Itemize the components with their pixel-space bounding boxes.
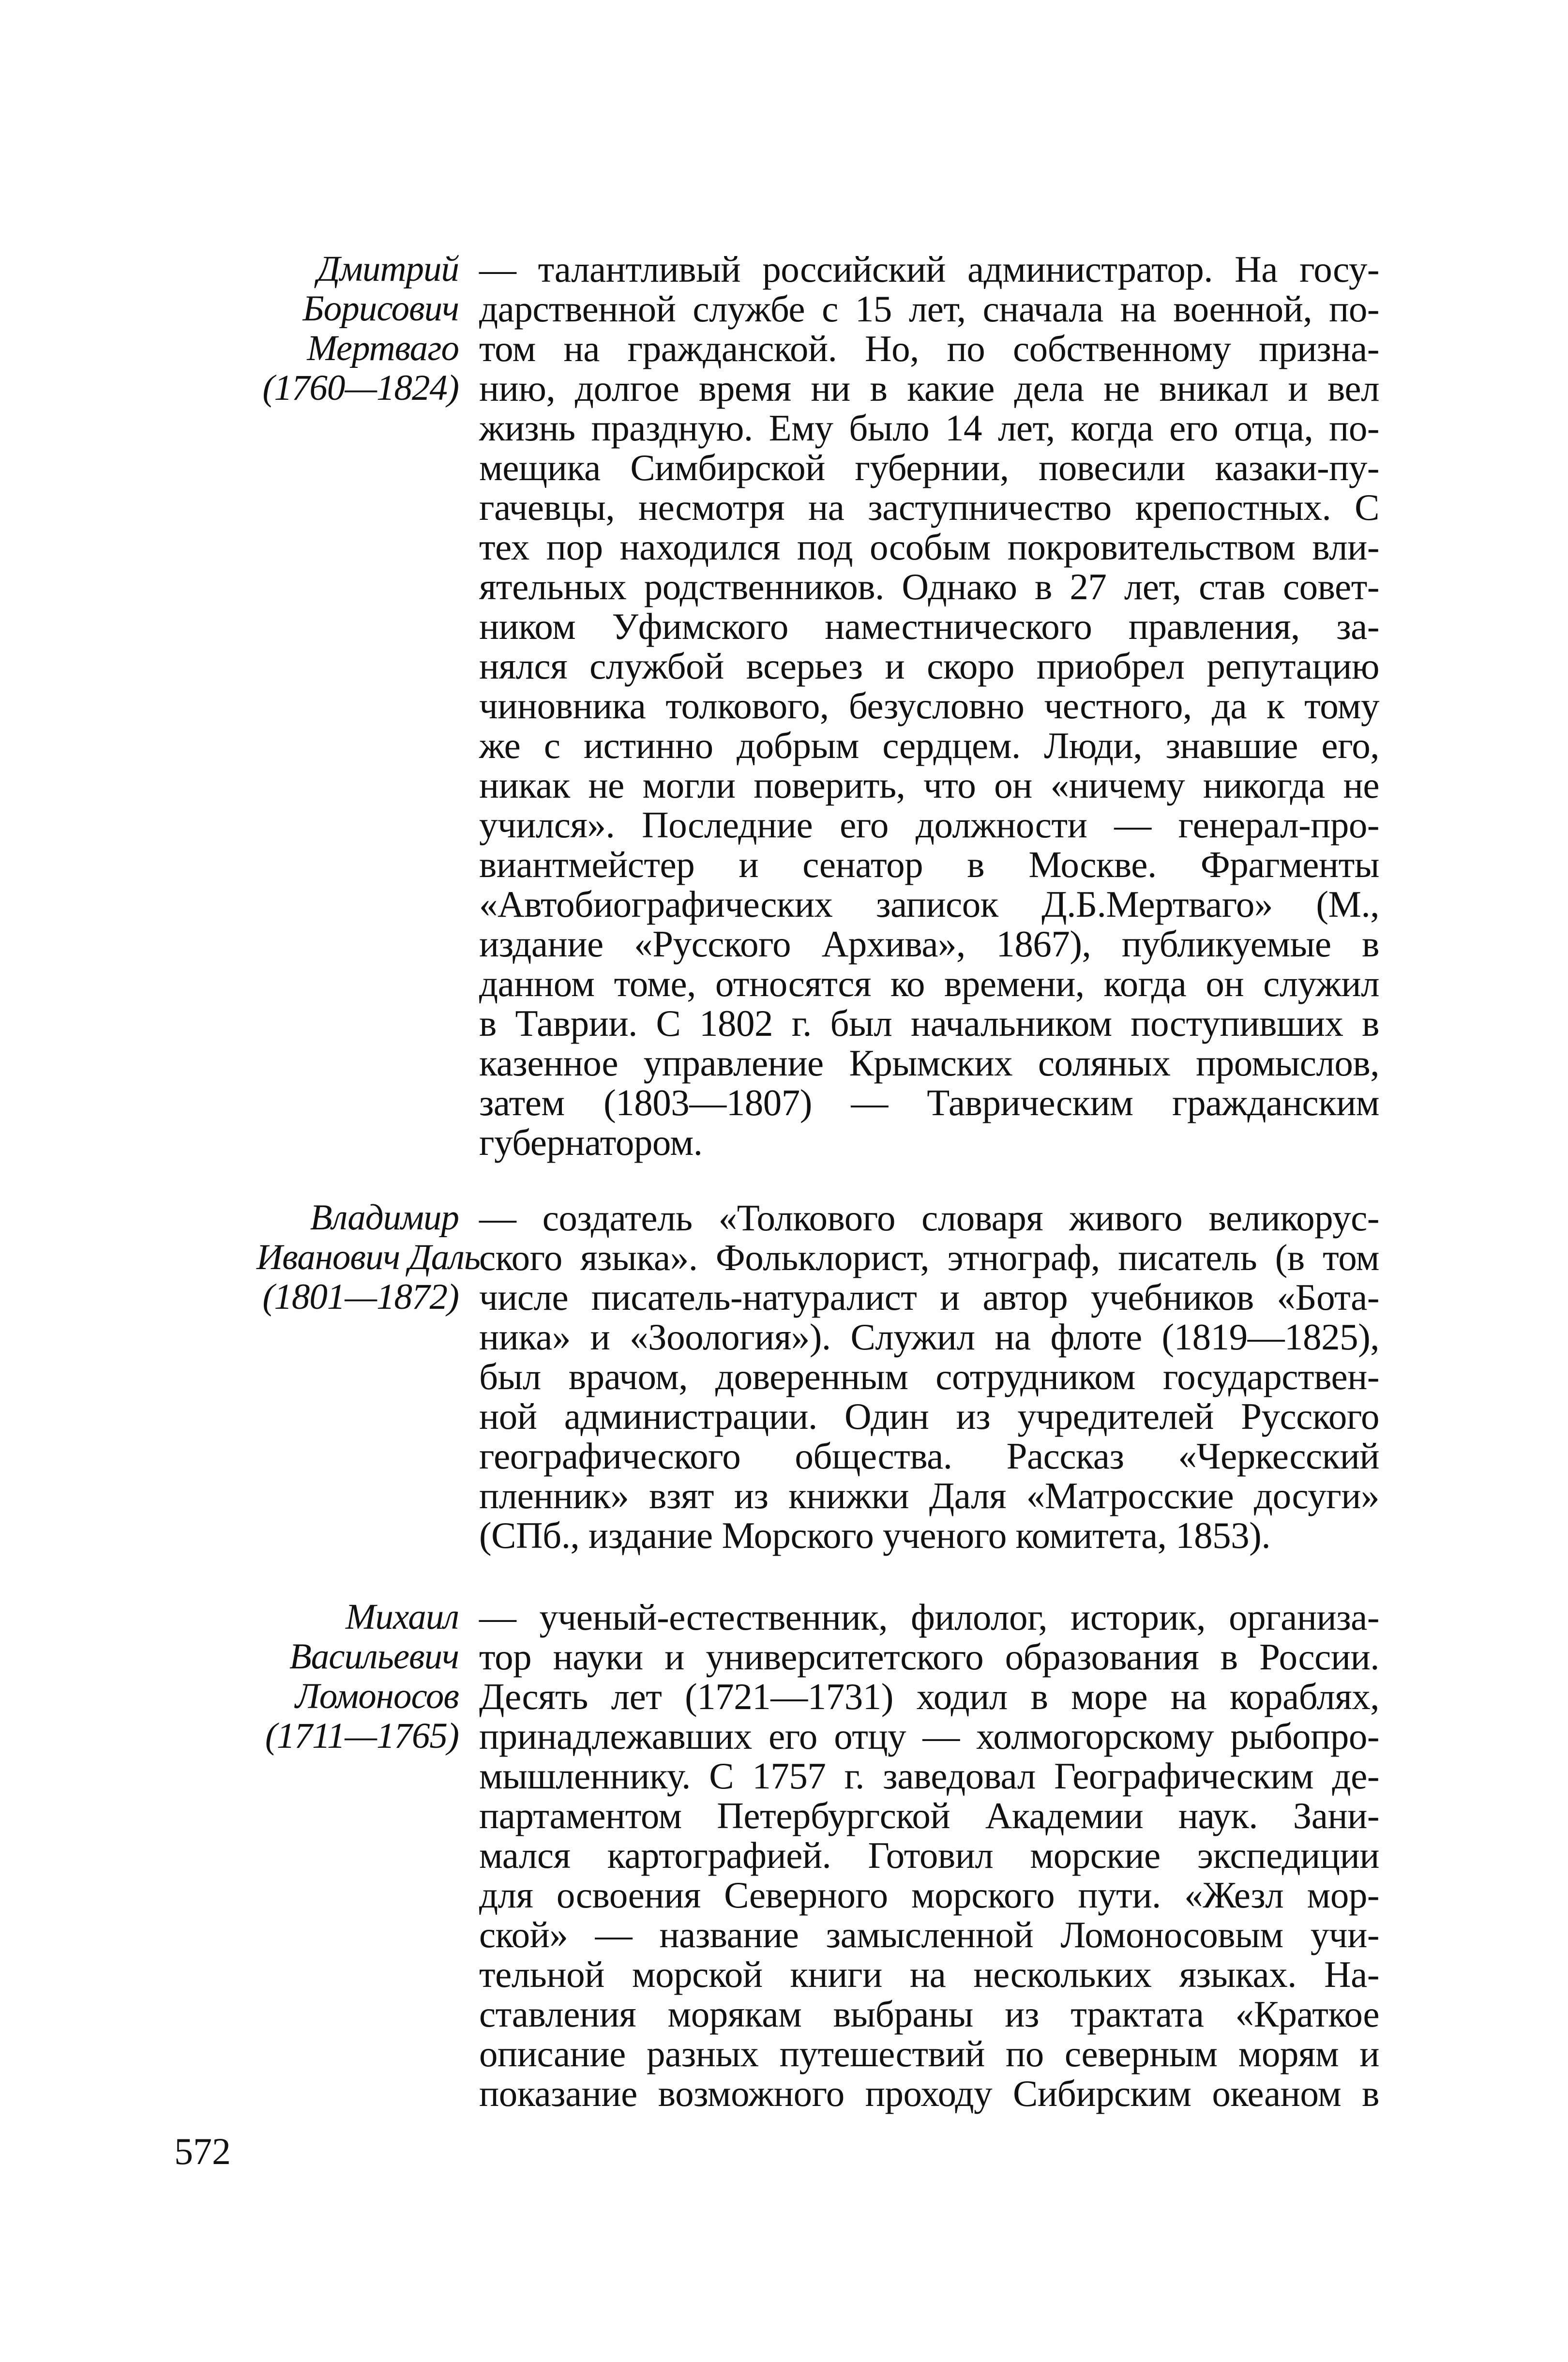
biography-text <box>479 1198 1379 1555</box>
text-line: виантмейстер и сенатор в Москве. Фрагменты <box>479 844 1379 885</box>
name-line: Борисович <box>302 288 459 329</box>
text-line: — талантливый российский администратор. На госу- <box>479 248 1379 290</box>
text-line: тех пор находился под особым покровительством вли- <box>479 526 1379 568</box>
person-name-block <box>256 1197 481 1317</box>
text-line: мещика Симбирской губернии, повесили казаки-пу- <box>479 447 1379 488</box>
life-dates: (1760—1824) <box>262 368 459 408</box>
life-dates: (1801—1872) <box>262 1277 459 1317</box>
page-number: 572 <box>174 2130 231 2172</box>
text-line: — ученый-естественник, филолог, историк, организа- <box>479 1596 1379 1638</box>
text-line: том на гражданской. Но, по собственному призна- <box>479 328 1379 369</box>
text-line: тор науки и университетского образования в России. <box>479 1636 1379 1678</box>
person-name-block <box>256 1597 459 1756</box>
person-name-block <box>256 249 459 408</box>
text-line: данном томе, относятся ко времени, когда он служил <box>479 963 1379 1004</box>
text-line: географического общества. Рассказ «Черкесский <box>479 1435 1379 1477</box>
text-line: же с истинно добрым сердцем. Люди, знавшие его, <box>479 725 1379 766</box>
text-line: пленник» взят из книжки Даля «Матросские досуги» <box>479 1475 1379 1516</box>
text-line: ской» — название замысленной Ломоносовым учи- <box>479 1914 1379 1955</box>
text-line: нию, долгое время ни в какие дела не вникал и вел <box>479 367 1379 409</box>
text-line: описание разных путешествий по северным морям и <box>479 2033 1379 2074</box>
name-line: Иванович Даль <box>256 1237 481 1277</box>
text-line: партаментом Петербургской Академии наук. Зани- <box>479 1795 1379 1836</box>
text-line: гачевцы, несмотря на заступничество крепостных. С <box>479 486 1379 528</box>
text-line: казенное управление Крымских соляных промыслов, <box>479 1042 1379 1084</box>
text-line-last: губернатором. <box>479 1121 703 1163</box>
name-line: Ломоносов <box>295 1676 459 1716</box>
text-line: ной администрации. Один из учредителей Русского <box>479 1395 1379 1437</box>
text-line: никак не могли поверить, что он «ничему никогда не <box>479 764 1379 806</box>
text-line: чиновника толкового, безусловно честного, да к тому <box>479 685 1379 727</box>
text-line: ставления морякам выбраны из трактата «Краткое <box>479 1993 1379 2035</box>
text-line: тельной морской книги на нескольких языках. На- <box>479 1953 1379 1995</box>
name-line: Владимир <box>310 1197 459 1238</box>
text-line: учился». Последние его должности — генерал-про- <box>479 804 1379 846</box>
biography-text <box>479 1597 1379 2113</box>
text-line: нялся службой всерьез и скоро приобрел репутацию <box>479 645 1379 687</box>
text-line: ника» и «Зоология»). Служил на флоте (1819—1825), <box>479 1316 1379 1358</box>
text-line: Десять лет (1721—1731) ходил в море на кораблях, <box>479 1676 1379 1717</box>
text-line: в Таврии. С 1802 г. был начальником поступивших в <box>479 1002 1379 1044</box>
name-line: Васильевич <box>289 1636 459 1677</box>
text-line-last: (СПб., издание Морского ученого комитета, 1853). <box>479 1514 1271 1556</box>
text-line: — создатель «Толкового словаря живого великорус- <box>479 1197 1379 1239</box>
name-line: Михаил <box>346 1597 459 1637</box>
name-line: Дмитрий <box>317 249 459 289</box>
life-dates: (1711—1765) <box>265 1716 459 1756</box>
text-line: был врачом, доверенным сотрудником государствен- <box>479 1356 1379 1397</box>
text-line: жизнь праздную. Ему было 14 лет, когда его отца, по- <box>479 407 1379 449</box>
text-line: числе писатель-натуралист и автор учебников «Бота- <box>479 1276 1379 1318</box>
text-line: дарственной службе с 15 лет, сначала на военной, по- <box>479 288 1379 330</box>
text-line: показание возможного проходу Сибирским океаном в <box>479 2073 1379 2114</box>
text-line: ского языка». Фольклорист, этнограф, писатель (в том <box>479 1237 1379 1278</box>
text-line: принадлежавших его отцу — холмогорскому рыбопро- <box>479 1715 1379 1757</box>
text-line: мышленнику. С 1757 г. заведовал Географическим де- <box>479 1755 1379 1797</box>
biography-text <box>479 249 1379 1162</box>
text-line: издание «Русского Архива», 1867), публикуемые в <box>479 923 1379 965</box>
text-line: для освоения Северного морского пути. «Жезл мор- <box>479 1874 1379 1916</box>
text-line: затем (1803—1807) — Таврическим гражданским <box>479 1082 1379 1123</box>
text-line: «Автобиографических записок Д.Б.Мертваго» (М., <box>479 883 1379 925</box>
name-line: Мертваго <box>307 328 459 368</box>
text-line: ником Уфимского наместнического правления, за- <box>479 606 1379 647</box>
text-line: ятельных родственников. Однако в 27 лет, став совет- <box>479 566 1379 607</box>
text-line: мался картографией. Готовил морские экспедиции <box>479 1834 1379 1876</box>
